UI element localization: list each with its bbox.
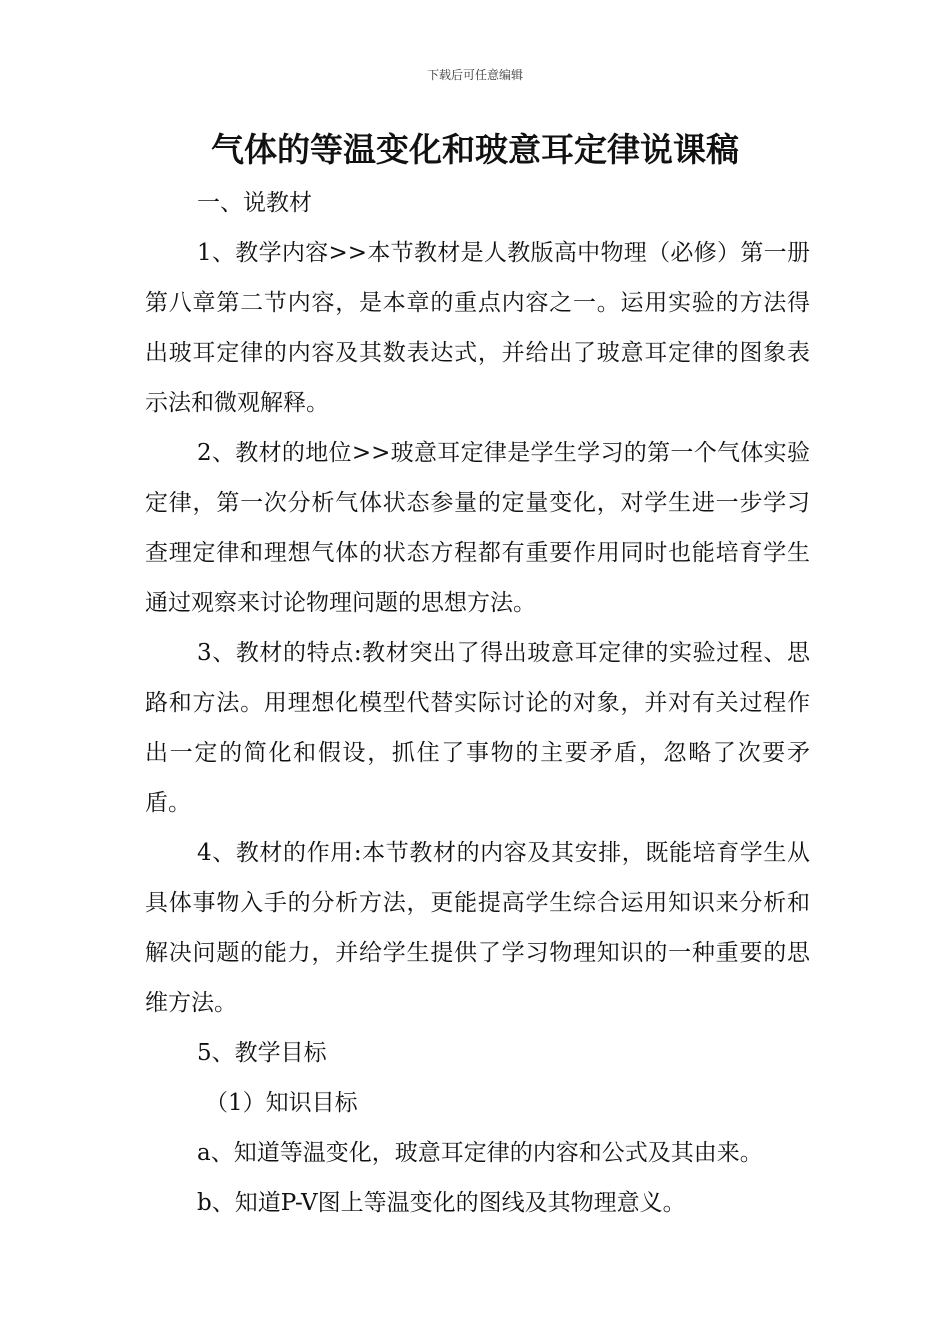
goal-item-a: a、知道等温变化，玻意耳定律的内容和公式及其由来。 — [197, 1140, 763, 1166]
knowledge-goals-heading: （1）知识目标 — [205, 1090, 358, 1116]
teaching-goals-heading: 5、教学目标 — [197, 1040, 327, 1066]
paragraph-textbook-features: 3、教材的特点:教材突出了得出玻意耳定律的实验过程、思路和方法。用理想化模型代替实际讨论的对象，并对有关过程作出一定的简化和假设，抓住了事物的主要矛盾，忽略了次要矛盾。 — [145, 640, 810, 816]
header-note: 下载后可任意编辑 — [426, 68, 523, 82]
goal-item-b: b、知道P-V图上等温变化的图线及其物理意义。 — [197, 1190, 686, 1216]
paragraph-textbook-position: 2、教材的地位>>玻意耳定律是学生学习的第一个气体实验定律，第一次分析气体状态参量的定量变化，对学生进一步学习查理定律和理想气体的状态方程都有重要作用同时也能培育学生通过观察来讨论物理问题的思想方法。 — [145, 440, 810, 616]
paragraph-teaching-content: 1、教学内容>>本节教材是人教版高中物理（必修）第一册第八章第二节内容，是本章的重点内容之一。运用实验的方法得出玻耳定律的内容及其数表达式，并给出了玻意耳定律的图象表示法和微观解释。 — [145, 240, 810, 416]
document-body — [145, 178, 810, 1228]
paragraph-textbook-role: 4、教材的作用:本节教材的内容及其安排，既能培育学生从具体事物入手的分析方法，更能提高学生综合运用知识来分析和解决问题的能力，并给学生提供了学习物理知识的一种重要的思维方法。 — [145, 840, 810, 1016]
document-title: 气体的等温变化和玻意耳定律说课稿 — [211, 130, 739, 169]
section-heading: 一、说教材 — [197, 190, 312, 216]
